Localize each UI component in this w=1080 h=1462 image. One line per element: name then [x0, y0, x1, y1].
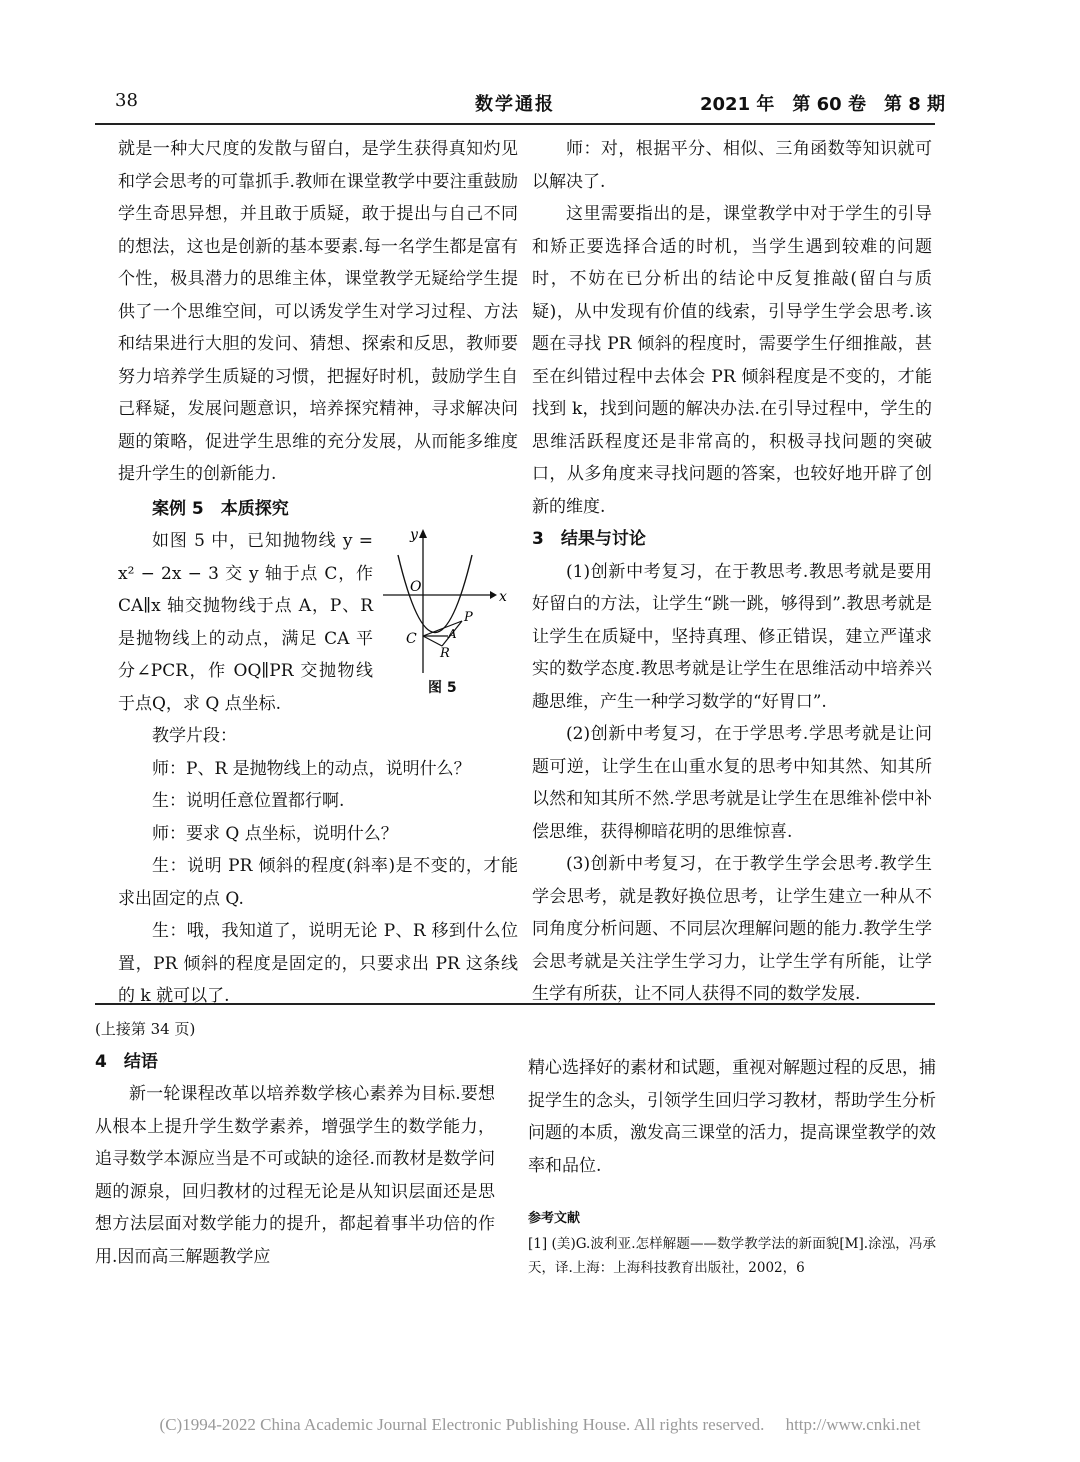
label-y: y — [410, 527, 418, 543]
bottom-left-column — [95, 1013, 495, 1273]
y-axis-arrow — [419, 529, 427, 538]
paragraph: (3)创新中考复习，在于教学生学会思考.教学生学会思考，就是教好换位思考，让学生建立一种从不同角度分析问题、不同层次理解问题的能力.教学生学会思考就是关注学生学习力，让学生学有所能，让学生学有所获，让不同人获得不同的数学发展. — [532, 854, 932, 1004]
dialogue-line: 师：P、R 是抛物线上的动点，说明什么？ — [152, 758, 471, 779]
header-rule — [95, 123, 935, 125]
dialogue-line: 生：说明任意位置都行啊. — [152, 791, 345, 811]
case-title: 案例 5 本质探究 — [152, 498, 289, 519]
page-number: 38 — [115, 90, 138, 111]
label-a: A — [448, 627, 457, 641]
section-heading: 4 结语 — [95, 1051, 158, 1072]
paragraph: 这里需要指出的是，课堂教学中对于学生的引导和矫正要选择合适的时机，当学生遇到较难的问题时，不妨在已分析出的结论中反复推敲(留白与质疑)，从中发现有价值的线索，引导学生学会思考.该题在寻找 PR 倾斜的程度时，需要学生仔细推敲，甚至在纠错过程中去体会 PR 倾斜程度是不变的，才能找到 k，找到问题的解决办法.在引导过程中，学生的思维活跃程度还是非常高的，积极寻找问题的突破口，从多角度来寻找问题的答案，也较好地开辟了创新的维度. — [532, 204, 932, 517]
label-p: P — [464, 610, 473, 625]
paragraph: 师：对，根据平分、相似、三角函数等知识就可以解决了. — [532, 139, 932, 192]
paragraph: (2)创新中考复习，在于学思考.学思考就是让问题可逆，让学生在山重水复的思考中知其然、知其所以然和知其所不然.学思考就是让学生在思维补偿中补偿思维，获得柳暗花明的思维惊喜. — [532, 724, 932, 842]
dialogue-line: 生：哦，我知道了，说明无论 P、R 移到什么位置，PR 倾斜的程度是固定的，只要求出 PR 这条线的 k 就可以了. — [118, 921, 518, 1006]
label-x: x — [499, 589, 507, 605]
parabola-diagram — [378, 525, 518, 675]
paragraph: (1)创新中考复习，在于教思考.教思考就是要用好留白的方法，让学生“跳一跳，够得到”.教思考就是让学生在质疑中，坚持真理、修正错误，建立严谨求实的数学态度.教思考就是让学生在思维活动中培养兴趣思维，产生一种学习数学的“好胃口”. — [532, 561, 932, 712]
paragraph: 精心选择好的素材和试题，重视对解题过程的反思，捕捉学生的念头，引领学生回归学习教材，帮助学生分析问题的本质，激发高三课堂的活力，提高课堂教学的效率和品位. — [528, 1058, 936, 1176]
problem-text: 如图 5 中，已知抛物线 y = x² − 2x − 3 交 y 轴于点 C，作 CA∥x 轴交抛物线于点 A，P、R 是抛物线上的动点，满足 CA 平分∠PCR，作 OQ∥PR 交抛物线于点Q，求 Q 点坐标. — [118, 531, 373, 714]
references-title: 参考文献 — [528, 1211, 581, 1226]
figure-5 — [378, 525, 518, 695]
dialogue-line: 师：要求 Q 点坐标，说明什么？ — [152, 823, 398, 844]
copyright-footer: (C)1994-2022 China Academic Journal Electronic Publishing House. All rights reserved. http://www.cnki.net — [159, 1415, 921, 1434]
x-axis-arrow — [490, 591, 497, 599]
paragraph: 新一轮课程改革以培养数学核心素养为目标.要想从根本上提升学生数学素养，增强学生的数学能力，追寻数学本源应当是不可或缺的途径.而教材是数学问题的源泉，回归教材的过程无论是从知识层面还是思想方法层面对数学能力的提升，都起着事半功倍的作用.因而高三解题教学应 — [95, 1084, 495, 1267]
section-heading: 3 结果与讨论 — [532, 529, 646, 549]
paragraph: 就是一种大尺度的发散与留白，是学生获得真知灼见和学会思考的可靠抓手.教师在课堂教学中要注重鼓励学生奇思异想，并且敢于质疑，敢于提出与自己不同的想法，这也是创新的基本要素.每一名学生都是富有个性，极具潜力的思维主体，课堂教学无疑给学生提供了一个思维空间，可以诱发学生对学习过程、方法和结果进行大胆的发问、猜想、探索和反思，教师要努力培养学生质疑的习惯，把握好时机，鼓励学生自己释疑，发展问题意识，培养探究精神，寻求解决问题的策略，促进学生思维的充分发展，从而能多维度提升学生的创新能力. — [118, 139, 518, 484]
bottom-right-column — [528, 1052, 936, 1280]
label-c: C — [406, 631, 417, 647]
dialogue-line: 生：说明 PR 倾斜的程度(斜率)是不变的，才能求出固定的点 Q. — [118, 856, 518, 909]
section-divider — [95, 1003, 935, 1005]
right-column — [532, 133, 932, 1011]
continued-note: (上接第 34 页) — [95, 1020, 196, 1038]
segment-cr — [423, 636, 442, 646]
label-r: R — [440, 646, 450, 661]
journal-title: 数学通报 — [475, 94, 555, 115]
label-o: O — [410, 579, 422, 595]
figure-caption: 图 5 — [428, 680, 457, 696]
issue-info: 2021 年 第 60 卷 第 8 期 — [700, 94, 946, 115]
reference-item: [1] (美)G.波利亚.怎样解题——数学教学法的新面貌[M].涂泓，冯承天，译.上海：上海科技教育出版社，2002，6 — [528, 1236, 936, 1276]
fragment-label: 教学片段： — [152, 726, 237, 746]
